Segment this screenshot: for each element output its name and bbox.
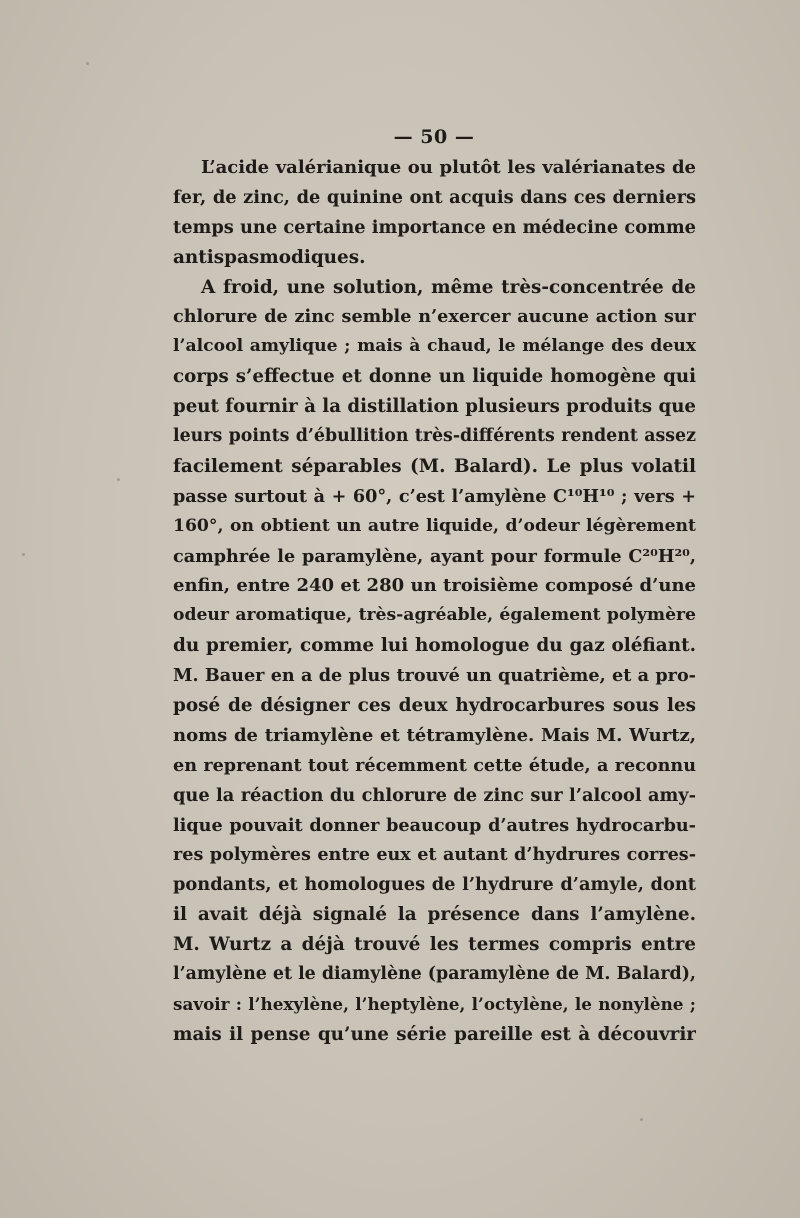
text-line: M. Wurtz a déjà trouvé les termes compris entre	[173, 934, 696, 956]
text-line: fer, de zinc, de quinine ont acquis dans ces derniers	[173, 186, 696, 208]
text-line: facilement séparables (M. Balard). Le plus volatil	[173, 455, 696, 477]
text-line: lique pouvait donner beaucoup d’autres hydrocarbu-	[173, 814, 696, 836]
text-line: pondants, et homologues de l’hydrure d’amyle, dont	[173, 874, 696, 896]
text-line: A froid, une solution, même très-concentrée de	[201, 276, 696, 298]
text-line: corps s’effectue et donne un liquide homogène qui	[173, 366, 696, 388]
text-line: M. Bauer en a de plus trouvé un quatrième, et a pro-	[173, 665, 696, 687]
text-line: res polymères entre eux et autant d’hydrures corres-	[173, 844, 696, 866]
page-number: — 50 —	[393, 126, 475, 148]
text-line: noms de triamylène et tétramylène. Mais M. Wurtz,	[173, 724, 696, 746]
text-line: l’amylène et le diamylène (paramylène de M. Balard),	[173, 964, 696, 985]
text-line: antispasmodiques.	[173, 246, 366, 268]
text-line: mais il pense qu’une série pareille est à découvrir	[173, 1023, 696, 1045]
text-line: que la réaction du chlorure de zinc sur l’alcool amy-	[173, 784, 696, 806]
text-line: passe surtout à + 60°, c’est l’amylène C¹⁰H¹⁰ ; vers +	[173, 485, 696, 507]
text-line: il avait déjà signalé la présence dans l’amylène.	[173, 904, 696, 926]
text-line: en reprenant tout récemment cette étude, a reconnu	[173, 754, 696, 776]
text-line: savoir : l’hexylène, l’heptylène, l’octylène, le nonylène ;	[173, 993, 696, 1014]
text-line: odeur aromatique, très-agréable, également polymère	[173, 605, 696, 626]
body-text	[173, 153, 696, 1050]
text-line: du premier, comme lui homologue du gaz oléfiant.	[173, 635, 696, 657]
text-line: leurs points d’ébullition très-différents rendent assez	[173, 426, 696, 447]
text-line: camphrée le paramylène, ayant pour formule C²⁰H²⁰,	[173, 545, 696, 567]
text-line: posé de désigner ces deux hydrocarbures sous les	[173, 695, 696, 717]
text-line: enfin, entre 240 et 280 un troisième composé d’une	[173, 575, 696, 597]
paper-speck	[640, 1118, 643, 1121]
text-line: chlorure de zinc semble n’exercer aucune action sur	[173, 306, 696, 328]
text-line: 160°, on obtient un autre liquide, d’odeur légèrement	[173, 515, 696, 536]
text-line: peut fournir à la distillation plusieurs produits que	[173, 396, 696, 418]
paper-speck	[117, 478, 120, 481]
paper-speck	[22, 553, 25, 556]
text-line: l’alcool amylique ; mais à chaud, le mélange des deux	[173, 336, 696, 357]
text-line: temps une certaine importance en médecine comme	[173, 216, 696, 238]
paper-speck	[86, 62, 89, 65]
text-line: L’acide valérianique ou plutôt les valérianates de	[201, 157, 696, 178]
